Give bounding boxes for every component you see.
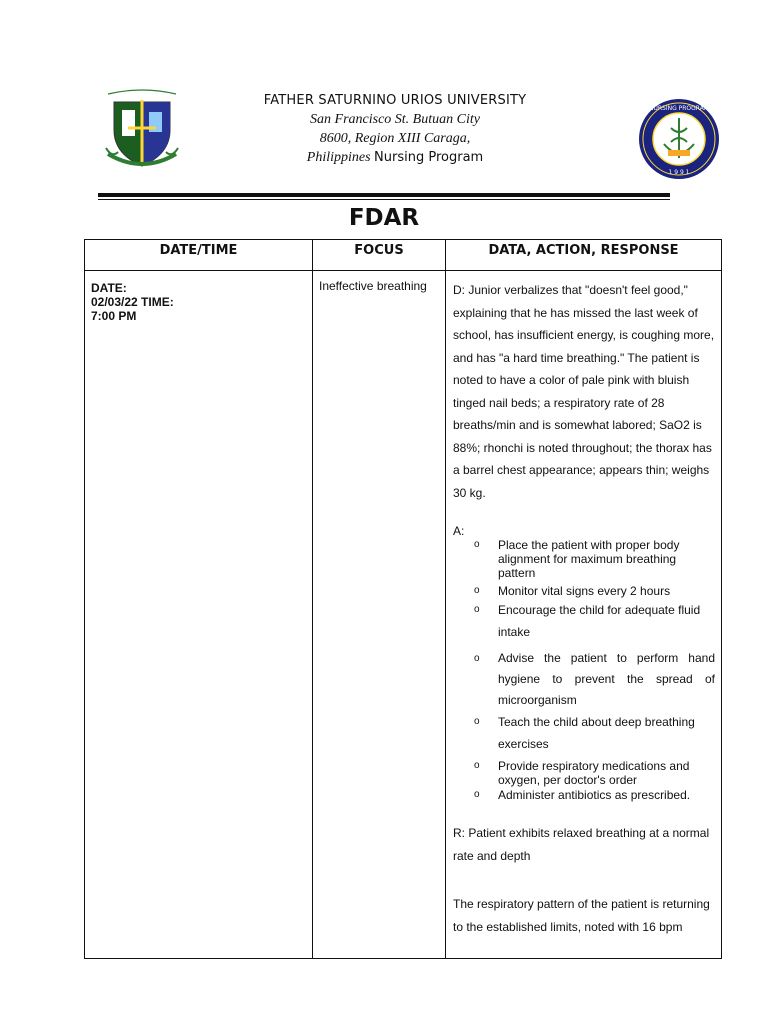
header-focus: FOCUS xyxy=(313,240,446,271)
address-country: Philippines xyxy=(306,150,371,165)
document-header xyxy=(0,88,768,198)
header-divider-thick xyxy=(98,193,670,197)
focus-cell xyxy=(313,271,446,959)
date-value: 02/03/22 TIME: xyxy=(91,295,174,309)
header-date-time: DATE/TIME xyxy=(85,240,313,271)
svg-text:NURSING PROGRAM: NURSING PROGRAM xyxy=(648,105,710,112)
header-divider-thin xyxy=(98,199,670,200)
action-item: o Provide respiratory medications and oxygen, per doctor's order xyxy=(453,759,715,787)
action-label: A: xyxy=(453,524,465,538)
action-item: o Monitor vital signs every 2 hours xyxy=(453,584,715,598)
svg-text:1 9 9 1: 1 9 9 1 xyxy=(668,169,690,176)
address-line-3 xyxy=(230,148,560,167)
dar-cell xyxy=(446,271,722,959)
program-name: Nursing Program xyxy=(374,150,484,165)
action-item: o Administer antibiotics as prescribed. xyxy=(453,788,715,802)
table-row xyxy=(85,271,722,959)
date-time-cell xyxy=(85,271,313,959)
action-item: o Teach the child about deep breathing exercises xyxy=(453,711,715,755)
university-crest-logo xyxy=(104,88,180,172)
action-list xyxy=(453,538,715,802)
university-info xyxy=(230,92,560,167)
university-name: FATHER SATURNINO URIOS UNIVERSITY xyxy=(263,93,527,108)
address-line-2: 8600, Region XIII Caraga, xyxy=(319,131,471,146)
header-data-action-response: DATA, ACTION, RESPONSE xyxy=(446,240,722,271)
date-label: DATE: xyxy=(91,281,127,295)
table-header-row xyxy=(85,240,722,271)
document-title: FDAR xyxy=(348,205,420,231)
action-item: o Encourage the child for adequate fluid intake xyxy=(453,599,715,643)
fdar-table xyxy=(84,239,722,959)
action-item: o Advise the patient to perform hand hygiene to prevent the spread of microorganism xyxy=(453,648,715,711)
response-paragraph: R: Patient exhibits relaxed breathing at a normal rate and depth xyxy=(453,826,710,863)
focus-text: Ineffective breathing xyxy=(319,279,427,293)
nursing-program-seal-logo xyxy=(638,98,720,180)
time-value: 7:00 PM xyxy=(91,309,137,323)
action-item: o Place the patient with proper body alignment for maximum breathing pattern xyxy=(453,538,715,580)
evaluation-paragraph: The respiratory pattern of the patient is returning to the established limits, noted with 16 bpm xyxy=(453,897,710,934)
address-line-1: San Francisco St. Butuan City xyxy=(310,112,480,127)
data-paragraph: D: Junior verbalizes that "doesn't feel good," explaining that he has missed the last week of school, has insufficient energy, is coughing more, and has "a hard time breathing." The patient is noted to have a color of pale pink with bluish tinged nail beds; a respiratory rate of 28 breaths/min and is somewhat labored; SaO2 is 88%; rhonchi is noted throughout; the thorax has a barrel chest appearance; appears thin; weighs 30 kg. xyxy=(453,283,715,500)
